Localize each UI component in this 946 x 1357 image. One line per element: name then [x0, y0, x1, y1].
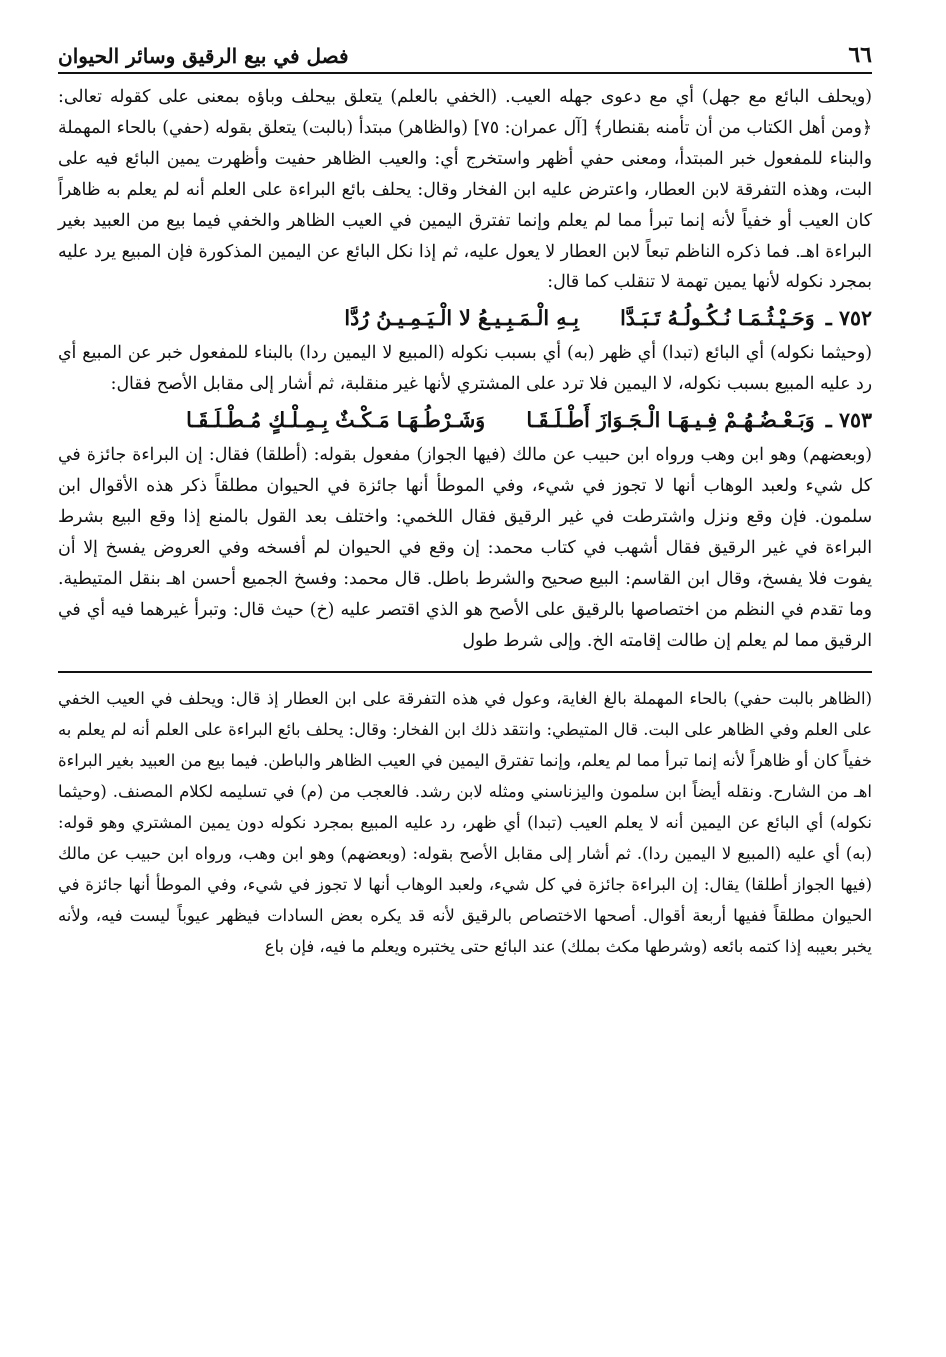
verse-hemistich-2: بِـهِ الْـمَـبِـيـعُ لا الْـيَـمِـيـنُ رُدَّا: [344, 306, 579, 331]
page-number: ٦٦: [848, 42, 872, 68]
verse-hemistich-2: وَشَـرْطُـهَـا مَـكْـثٌ بِـمِـلْـكٍ مُـطْـلَـقَـا: [186, 408, 486, 433]
footnote-divider: [58, 671, 872, 673]
verse-number: ٧٥٣ ـ: [825, 408, 872, 433]
main-text: [58, 82, 872, 657]
verse-number: ٧٥٢ ـ: [825, 306, 872, 331]
running-title: فصل في بيع الرقيق وسائر الحيوان: [58, 44, 349, 68]
verse-hemistich-1: وَبَـعْـضُـهُـمْ فِـيـهَـا الْـجَـوَازَ أَطْـلَـقَـا: [526, 408, 815, 433]
verse-752: [58, 298, 872, 338]
main-paragraph-2: (وحيثما نكوله) أي البائع (تبدا) أي ظهر (به) أي بسبب نكوله (المبيع لا اليمين ردا) بالبناء للمفعول خبر عن المبيع أي رد عليه المبيع بسبب نكوله، لا اليمين فلا ترد على المشتري لأنها غير منقلبة، ثم أشار إلى مقابل الأصح فقال:: [58, 343, 872, 395]
verse-753: [58, 400, 872, 440]
commentary-footnote: [58, 683, 872, 963]
main-paragraph-3: (وبعضهم) وهو ابن وهب ورواه ابن حبيب عن مالك (فيها الجواز) مفعول بقوله: (أطلقا) فقال: إن البراءة جائزة في كل شيء ولعبد الوهاب أنها لا تجوز في شيء، وفي الموطأ أنها جائزة في الحيوان مطلقاً ذكر هذه الأقوال ابن سلمون. فإن وقع ونزل واشترطت في غير الرقيق فقال اللخمي: واختلف بعد القول بالمنع إذا وقع البيع بشرط البراءة في غير الرقيق فقال أشهب في كتاب محمد: إن وقع في الحيوان لم أفسخه وفي العروض يفسخ إلا أن يفوت فلا يفسخ، وقال ابن القاسم: البيع صحيح والشرط باطل. قال محمد: وفسخ الجميع أحسن اهـ بنقل المتيطية. وما تقدم في النظم من اختصاصها بالرقيق على الأصح هو الذي اقتصر عليه (خ) حيث قال: وتبرأ غيرهما فيه أي في الرقيق مما لم يعلم إن طالت إقامته الخ. وإلى شرط طول: [58, 445, 872, 651]
commentary-paragraph: (الظاهر بالبت حفي) بالحاء المهملة بالغ الغاية، وعول في هذه التفرقة على ابن العطار إذ قال: ويحلف في العيب الخفي على العلم وفي الظاهر على البت. قال المتيطي: وانتقد ذلك ابن الفخار: وقال: يحلف بائع البراءة على العلم أنه لم يعلم به خفياً كان أو ظاهراً لأنه إنما تبرأ مما لم يعلم، وإنما تفترق اليمين في العيب الظاهر والباطن. فيما بيع من العبيد بغير البراءة اهـ من الشارح. ونقله أيضاً ابن سلمون واليزناسني ومثله لابن رشد. فالعجب من (م) في تسليمه لكلام المصنف. (وحيثما نكوله) أي البائع عن اليمين أنه لا يعلم العيب (تبدا) أي ظهر، رد عليه المبيع بمجرد نكوله دون يمين المشتري وهو قوله: (به) أي عليه (المبيع لا اليمين ردا). ثم أشار إلى مقابل الأصح بقوله: (وبعضهم) وهو ابن وهب، ورواه ابن حبيب عن مالك (فيها الجواز أطلقا) يقال: إن البراءة جائزة في كل شيء، ولعبد الوهاب أنها لا تجوز في شيء، وفي الموطأ أنها جائزة في الحيوان مطلقاً ففيها أربعة أقوال. أصحها الاختصاص بالرقيق لأنه قد يكره بعض السادات فيظهر عيوباً ليست فيه، ولأنه يخبر بعيبه إذا كتمه بائعه (وشرطها مكث بملك) عند البائع حتى يختبره ويعلم ما فيه، فإن باع: [58, 688, 872, 957]
main-paragraph-1: (ويحلف البائع مع جهل) أي مع دعوى جهله العيب. (الخفي بالعلم) يتعلق بيحلف وباؤه بمعنى على كقوله تعالى: ﴿ومن أهل الكتاب من أن تأمنه بقنطار﴾ [آل عمران: ٧٥] (والظاهر) مبتدأ (بالبت) يتعلق بقوله (حفي) بالحاء المهملة والبناء للمفعول خبر المبتدأ، ومعنى حفي أظهر واستخرج أي: والعيب الظاهر حفيت وأظهرت يمين البائع فيه على البت، وهذه التفرقة لابن العطار، واعترض عليه ابن الفخار وقال: يحلف بائع البراءة على العلم أنه لم يعلم به ظاهراً كان العيب أو خفياً لأنه إنما تبرأ مما لم يعلم وإنما تفترق اليمين في العيب الظاهر والخفي فيما بيع من العبيد بغير البراءة اهـ. فما ذكره الناظم تبعاً لابن العطار لا يعول عليه، ثم إذا نكل البائع عن اليمين المذكورة فإن المبيع يرد عليه بمجرد نكوله لأنها يمين تهمة لا تنقلب كما قال:: [58, 87, 872, 293]
verse-hemistich-1: وَحَـيْـثُـمَـا نُـكُـولُـهُ تَـبَـدَّا: [620, 306, 815, 331]
book-page: [58, 30, 872, 1340]
page-header: [58, 30, 872, 74]
